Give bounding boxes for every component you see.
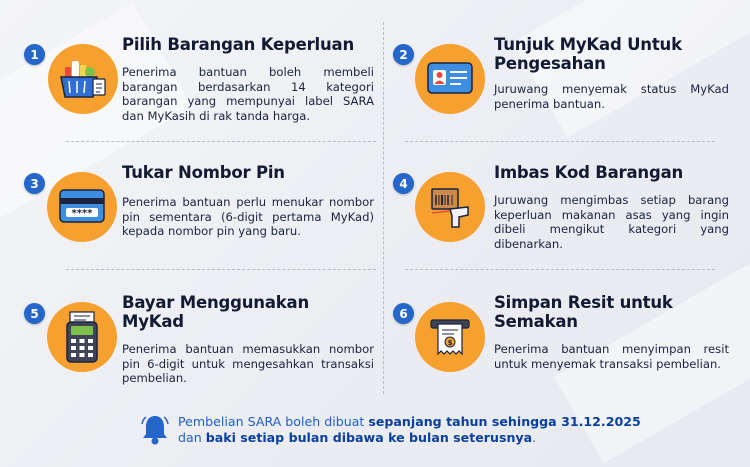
note-highlight: sepanjang tahun sehingga 31.12.2025 bbox=[368, 414, 641, 429]
step-title: Tukar Nombor Pin bbox=[122, 163, 285, 182]
step-description: Penerima bantuan perlu menukar nombor pin sementara (6-digit pertama MyKad) kepada nombor pin yang baru. bbox=[122, 195, 374, 239]
note-text: dan bbox=[178, 430, 206, 445]
step-description: Penerima bantuan menyimpan resit untuk menyemak transaksi pembelian. bbox=[494, 342, 729, 371]
step-title: Pilih Barangan Keperluan bbox=[122, 35, 355, 54]
step-title: Simpan Resit untuk Semakan bbox=[494, 293, 673, 331]
step-number-badge: 2 bbox=[393, 44, 414, 65]
divider bbox=[405, 269, 715, 270]
step-description: Penerima bantuan memasukkan nombor pin 6-digit untuk mengesahkan transaksi pembelian. bbox=[122, 342, 374, 386]
divider bbox=[405, 141, 715, 142]
step-title: Tunjuk MyKad Untuk Pengesahan bbox=[494, 35, 682, 73]
payment-terminal-icon bbox=[47, 302, 117, 372]
step-title: Bayar Menggunakan MyKad bbox=[122, 293, 310, 331]
divider bbox=[383, 22, 384, 394]
step-number-badge: 5 bbox=[24, 303, 45, 324]
divider bbox=[66, 269, 376, 270]
note-text: Pembelian SARA boleh dibuat bbox=[178, 414, 369, 429]
divider bbox=[66, 141, 376, 142]
step-number-badge: 1 bbox=[24, 44, 45, 65]
step-title: Imbas Kod Barangan bbox=[494, 163, 684, 182]
pin-card-icon bbox=[47, 172, 117, 242]
step-number-badge: 6 bbox=[393, 303, 414, 324]
barcode-scanner-icon bbox=[415, 172, 485, 242]
note-text: . bbox=[532, 430, 537, 445]
step-description: Penerima bantuan boleh membeli barangan berdasarkan 14 kategori barangan yang mempunyai label SARA dan MyKasih di rak tanda harga. bbox=[122, 65, 374, 123]
step-number-badge: 4 bbox=[393, 173, 414, 194]
step-number-badge: 3 bbox=[24, 173, 45, 194]
grocery-basket-icon bbox=[48, 44, 118, 114]
receipt-icon bbox=[415, 302, 485, 372]
svg-text:****: **** bbox=[71, 208, 93, 219]
note-highlight: baki setiap bulan dibawa ke bulan seterusnya bbox=[205, 430, 533, 445]
footer-note bbox=[178, 414, 648, 446]
id-card-icon bbox=[415, 44, 485, 114]
step-description: Juruwang mengimbas setiap barang keperluan makanan asas yang ingin dibeli mengikut kategori yang dibenarkan. bbox=[494, 193, 729, 251]
bell-icon bbox=[141, 414, 169, 446]
svg-text:$: $ bbox=[447, 339, 453, 347]
step-description: Juruwang menyemak status MyKad penerima bantuan. bbox=[494, 82, 729, 111]
